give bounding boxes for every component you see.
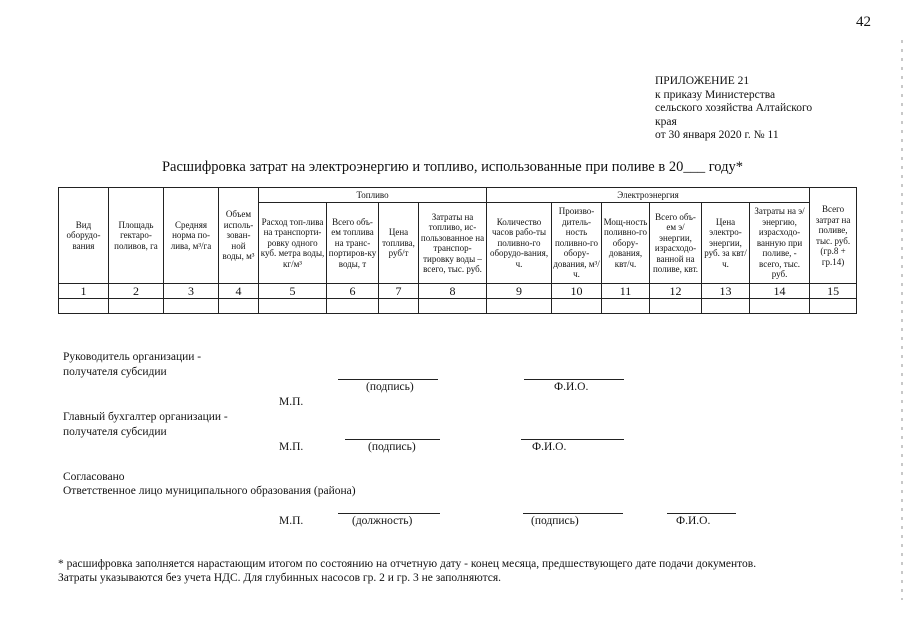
appendix-line: сельского хозяйства Алтайского <box>655 102 813 114</box>
name-line <box>524 379 624 380</box>
table-number-row <box>59 284 857 299</box>
column-number: 6 <box>327 284 379 299</box>
footnote-line1: * расшифровка заполняется нарастающим итогом по состоянию на отчетную дату - конец месяца, предшествующего дате подачи документов. <box>58 558 757 570</box>
table-header-cell: Затраты на э/энергию, израсходо-ванную при поливе, - всего, тыс. руб. <box>750 203 810 284</box>
table-empty-row <box>59 299 857 314</box>
column-number: 12 <box>650 284 702 299</box>
group-header-electric: Электроэнергия <box>487 188 810 203</box>
name-caption: Ф.И.О. <box>532 441 567 453</box>
table-header-cell: Цена электро-энергии, руб. за квт/ч. <box>702 203 750 284</box>
table-header-cell: Всего объ-ем топлива на транс-портиров-ку воды, т <box>327 203 379 284</box>
signature-caption: (подпись) <box>368 441 416 453</box>
table-header-cell: Объем исполь-зован-ной воды, м³ <box>219 188 259 284</box>
appendix-line: к приказу Министерства <box>655 88 776 101</box>
group-header-fuel: Топливо <box>259 188 487 203</box>
table-cell <box>552 299 602 314</box>
column-number: 9 <box>487 284 552 299</box>
page-number: 42 <box>856 14 871 30</box>
column-number: 11 <box>602 284 650 299</box>
column-number: 13 <box>702 284 750 299</box>
name-caption: Ф.И.О. <box>676 515 711 527</box>
column-number: 3 <box>164 284 219 299</box>
signature-line <box>345 439 440 440</box>
table-header-cell: Произво-дитель-ность поливно-го обору-дования, м³/ч. <box>552 203 602 284</box>
table-cell <box>419 299 487 314</box>
appendix-line: края <box>655 115 677 128</box>
table-cell <box>487 299 552 314</box>
cost-table <box>58 187 857 314</box>
column-number: 14 <box>750 284 810 299</box>
table-cell <box>702 299 750 314</box>
name-line <box>521 439 624 440</box>
table-cell <box>164 299 219 314</box>
name-caption: Ф.И.О. <box>554 381 589 393</box>
column-number: 15 <box>810 284 857 299</box>
footnote-line2: Затраты указываются без учета НДС. Для глубинных насосов гр. 2 и гр. 3 не заполняются. <box>58 572 502 584</box>
table-header-cell: Количество часов рабо-ты поливно-го оборудо-вания, ч. <box>487 203 552 284</box>
table-cell <box>219 299 259 314</box>
table-cell <box>109 299 164 314</box>
table-header-cell: Площадь гектаро-поливов, га <box>109 188 164 284</box>
head-label-line2: получателя субсидии <box>63 366 167 378</box>
agreed-label: Согласовано <box>63 471 125 483</box>
column-number: 4 <box>219 284 259 299</box>
table-header-cell: Всего затрат на поливе, тыс. руб. (гр.8 + гр.14) <box>810 188 857 284</box>
table-header-cell: Затраты на топливо, ис-пользованное на транспор-тировку воды – всего, тыс. руб. <box>419 203 487 284</box>
table-group-row <box>59 188 857 203</box>
table-header-cell: Расход топ-лива на транспорти-ровку одного куб. метра воды, кг/м³ <box>259 203 327 284</box>
accountant-label-line2: получателя субсидии <box>63 426 167 438</box>
table-cell <box>750 299 810 314</box>
table-cell <box>810 299 857 314</box>
position-caption: (должность) <box>352 515 413 527</box>
municipal-label: Ответственное лицо муниципального образования (района) <box>63 485 356 497</box>
signature-caption: (подпись) <box>366 381 414 393</box>
head-label-line1: Руководитель организации - <box>63 351 202 363</box>
document-title: Расшифровка затрат на электроэнергию и топливо, использованные при поливе в 20___ году* <box>161 159 744 175</box>
table-header-cell: Всего объ-ем э/энергии, израсходо-ванной на поливе, квт. <box>650 203 702 284</box>
signature-line <box>338 379 438 380</box>
table-header-cell: Вид оборудо-вания <box>59 188 109 284</box>
table-cell <box>650 299 702 314</box>
scan-edge-marks <box>901 40 903 600</box>
table-cell <box>259 299 327 314</box>
column-number: 1 <box>59 284 109 299</box>
table-header-cell: Цена топлива, руб/т <box>379 203 419 284</box>
table-cell <box>327 299 379 314</box>
column-number: 7 <box>379 284 419 299</box>
column-number: 2 <box>109 284 164 299</box>
column-number: 5 <box>259 284 327 299</box>
table-header-cell: Средняя норма по-лива, м³/га <box>164 188 219 284</box>
accountant-label-line1: Главный бухгалтер организации - <box>63 411 228 423</box>
name-line <box>667 513 736 514</box>
column-number: 8 <box>419 284 487 299</box>
appendix-block <box>655 75 855 143</box>
position-line <box>338 513 440 514</box>
stamp-label: М.П. <box>279 396 304 408</box>
signature-caption: (подпись) <box>531 515 579 527</box>
stamp-label: М.П. <box>279 441 304 453</box>
table-cell <box>602 299 650 314</box>
appendix-line: от 30 января 2020 г. № 11 <box>655 129 779 141</box>
signature-line <box>523 513 623 514</box>
stamp-label: М.П. <box>279 515 304 527</box>
table-header-cell: Мощ-ность поливно-го обору-дования, квт/ч. <box>602 203 650 284</box>
appendix-line: ПРИЛОЖЕНИЕ 21 <box>655 75 750 87</box>
table-cell <box>59 299 109 314</box>
column-number: 10 <box>552 284 602 299</box>
table-cell <box>379 299 419 314</box>
